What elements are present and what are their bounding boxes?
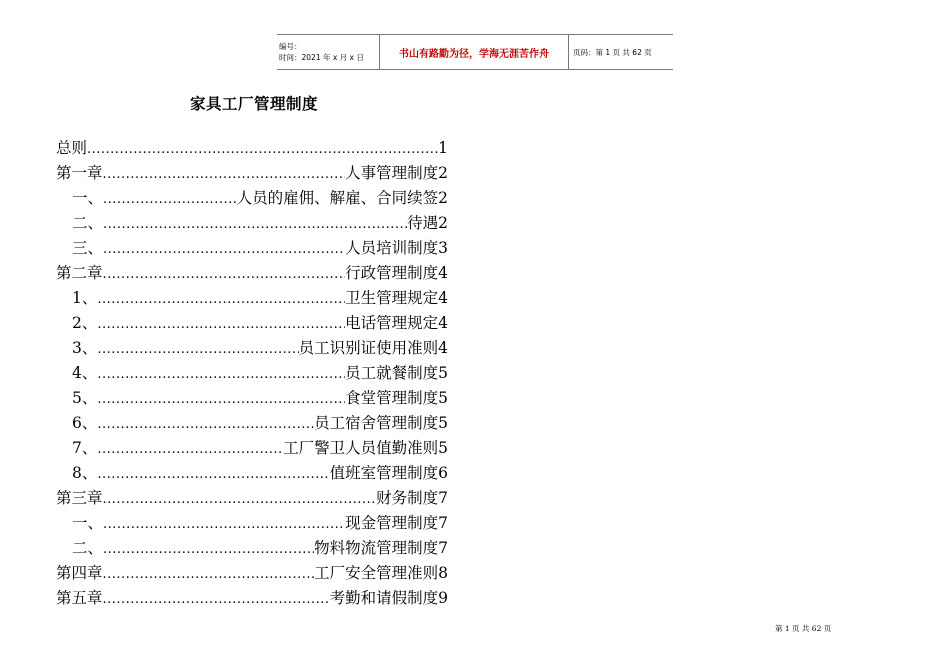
toc-entry-page: 5 bbox=[438, 439, 448, 457]
toc-entry-title: 食堂管理制度 bbox=[345, 389, 439, 407]
toc-leader-dots bbox=[87, 142, 438, 158]
toc-entry-page: 7 bbox=[438, 514, 448, 532]
toc-entry-title: 考勤和请假制度 bbox=[329, 589, 439, 607]
toc-entry-title: 工厂警卫人员值勤准则 bbox=[283, 439, 439, 457]
toc-entry-page: 1 bbox=[438, 139, 448, 157]
toc-entry-title: 电话管理规定 bbox=[345, 314, 439, 332]
toc-entry-number: 第二章 bbox=[56, 264, 103, 282]
toc-entry[interactable] bbox=[56, 533, 448, 558]
toc-entry[interactable] bbox=[56, 433, 448, 458]
toc-entry-page: 7 bbox=[438, 539, 448, 557]
toc-leader-dots bbox=[103, 517, 345, 533]
toc-entry-number: 三、 bbox=[72, 239, 104, 257]
toc-entry-title: 员工宿舍管理制度 bbox=[314, 414, 439, 432]
toc-entry[interactable] bbox=[56, 483, 448, 508]
toc-entry-page: 4 bbox=[438, 289, 448, 307]
toc-entry-page: 7 bbox=[438, 489, 448, 507]
toc-entry-title: 人员的雇佣、解雇、合同续签 bbox=[236, 189, 439, 207]
toc-leader-dots bbox=[97, 367, 345, 383]
toc-entry[interactable] bbox=[56, 408, 448, 433]
toc-entry-title: 值班室管理制度 bbox=[329, 464, 439, 482]
toc-entry[interactable] bbox=[56, 583, 448, 608]
toc-entry[interactable] bbox=[56, 133, 448, 158]
toc-leader-dots bbox=[103, 267, 346, 283]
toc-leader-dots bbox=[103, 242, 345, 258]
toc-entry-number: 一、 bbox=[72, 189, 104, 207]
toc-leader-dots bbox=[97, 392, 345, 408]
toc-entry-number: 一、 bbox=[72, 514, 104, 532]
toc-entry-number: 二、 bbox=[72, 539, 104, 557]
toc-entry-number: 第五章 bbox=[56, 589, 103, 607]
header-slogan: 书山有路勤为径，学海无涯苦作舟 bbox=[380, 35, 569, 69]
toc-entry-page: 9 bbox=[438, 589, 448, 607]
toc-entry-title: 员工就餐制度 bbox=[345, 364, 439, 382]
toc-entry-number: 2、 bbox=[72, 314, 98, 332]
toc-entry-page: 2 bbox=[438, 214, 448, 232]
toc-entry-page: 3 bbox=[438, 239, 448, 257]
toc-entry-number: 第三章 bbox=[56, 489, 103, 507]
header-page-number: 页码：第 1 页 共 62 页 bbox=[573, 47, 652, 57]
toc-entry[interactable] bbox=[56, 158, 448, 183]
toc-leader-dots bbox=[103, 567, 315, 583]
toc-entry-page: 5 bbox=[438, 389, 448, 407]
toc-entry-title: 卫生管理规定 bbox=[345, 289, 439, 307]
toc-leader-dots bbox=[97, 417, 314, 433]
toc-entry[interactable] bbox=[56, 183, 448, 208]
toc-entry-number: 3、 bbox=[72, 339, 98, 357]
toc-entry-page: 4 bbox=[438, 264, 448, 282]
toc-entry-title: 待遇 bbox=[407, 214, 439, 232]
toc-entry-page: 5 bbox=[438, 414, 448, 432]
toc-leader-dots bbox=[103, 192, 237, 208]
table-of-contents bbox=[56, 133, 448, 608]
toc-entry-title: 工厂安全管理准则 bbox=[314, 564, 439, 582]
toc-entry-title: 人员培训制度 bbox=[345, 239, 439, 257]
toc-entry-number: 5、 bbox=[72, 389, 98, 407]
document-title: 家具工厂管理制度 bbox=[190, 95, 319, 113]
toc-leader-dots bbox=[97, 442, 283, 458]
page-header bbox=[277, 34, 673, 70]
toc-entry[interactable] bbox=[56, 558, 448, 583]
toc-entry-title: 物料物流管理制度 bbox=[314, 539, 439, 557]
toc-entry-number: 7、 bbox=[72, 439, 98, 457]
toc-entry-number: 4、 bbox=[72, 364, 98, 382]
toc-entry-page: 6 bbox=[438, 464, 448, 482]
toc-entry-number: 总则 bbox=[56, 139, 88, 157]
toc-entry-title: 财务制度 bbox=[376, 489, 439, 507]
toc-leader-dots bbox=[103, 167, 346, 183]
toc-leader-dots bbox=[97, 467, 329, 483]
toc-entry[interactable] bbox=[56, 283, 448, 308]
header-meta bbox=[277, 35, 380, 69]
toc-entry-title: 员工识别证使用准则 bbox=[298, 339, 439, 357]
toc-entry-number: 第四章 bbox=[56, 564, 103, 582]
toc-entry-title: 行政管理制度 bbox=[345, 264, 439, 282]
toc-leader-dots bbox=[103, 217, 407, 233]
toc-entry-number: 8、 bbox=[72, 464, 98, 482]
toc-entry[interactable] bbox=[56, 508, 448, 533]
toc-entry[interactable] bbox=[56, 258, 448, 283]
page-footer: 第 1 页 共 62 页 bbox=[775, 624, 832, 633]
toc-entry-number: 第一章 bbox=[56, 164, 103, 182]
toc-entry-page: 8 bbox=[438, 564, 448, 582]
toc-entry[interactable] bbox=[56, 458, 448, 483]
toc-leader-dots bbox=[103, 592, 330, 608]
toc-entry-page: 4 bbox=[438, 339, 448, 357]
toc-entry-title: 人事管理制度 bbox=[345, 164, 439, 182]
toc-leader-dots bbox=[97, 342, 298, 358]
date-text: 时间：2021 年 x 月 x 日 bbox=[279, 53, 364, 62]
toc-entry[interactable] bbox=[56, 308, 448, 333]
toc-entry-number: 6、 bbox=[72, 414, 98, 432]
toc-leader-dots bbox=[103, 542, 314, 558]
toc-entry-page: 2 bbox=[438, 189, 448, 207]
doc-number-label: 编号： bbox=[279, 42, 302, 51]
toc-entry-title: 现金管理制度 bbox=[345, 514, 439, 532]
toc-entry[interactable] bbox=[56, 233, 448, 258]
toc-entry-page: 5 bbox=[438, 364, 448, 382]
toc-leader-dots bbox=[103, 492, 377, 508]
toc-leader-dots bbox=[97, 292, 345, 308]
toc-entry[interactable] bbox=[56, 333, 448, 358]
toc-entry[interactable] bbox=[56, 358, 448, 383]
toc-entry[interactable] bbox=[56, 383, 448, 408]
toc-entry[interactable] bbox=[56, 208, 448, 233]
toc-entry-number: 1、 bbox=[72, 289, 98, 307]
toc-leader-dots bbox=[97, 317, 345, 333]
toc-entry-page: 2 bbox=[438, 164, 448, 182]
toc-entry-number: 二、 bbox=[72, 214, 104, 232]
toc-entry-page: 4 bbox=[438, 314, 448, 332]
